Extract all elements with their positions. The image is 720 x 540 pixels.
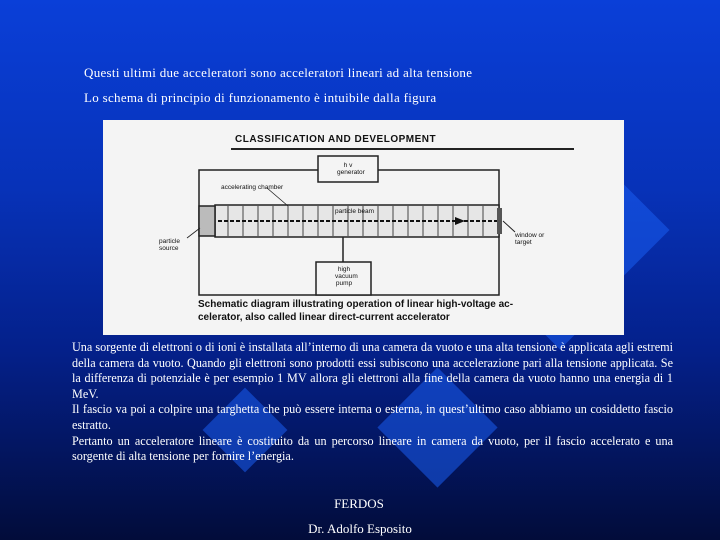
pump-label-line1: high (337, 266, 351, 273)
paragraph-3: Pertanto un acceleratore lineare è costituito da un percorso lineare in camera da vuoto, per il fascio accelerato e una sorgente di alta tensione per fornire l’energia. (72, 433, 673, 464)
hv-generator-label (337, 162, 365, 176)
footer-organization: FERDOS (334, 496, 384, 511)
window-label-line2: target (515, 239, 532, 246)
figure-caption (198, 298, 618, 324)
source-label-line2: source (159, 245, 179, 252)
caption-line-1: Schematic diagram illustrating operation of linear high-voltage ac- (198, 299, 514, 310)
particle-beam-label: particle beam (335, 208, 375, 215)
intro-line-2: Lo schema di principio di funzionamento è intuibile dalla figura (84, 90, 437, 105)
hv-label-line2: generator (337, 169, 365, 176)
accelerating-chamber-label: accelerating chamber (221, 184, 284, 191)
window-target (497, 208, 502, 234)
footer-author: Dr. Adolfo Esposito (308, 521, 412, 536)
source-label-line1: particle (159, 238, 180, 245)
paragraph-1: Una sorgente di elettroni o di ioni è installata all’interno di una camera da vuoto e una alta tensione è applicata agli estremi della camera da vuoto. Quando gli elettroni sono prodotti essi subiscono una accelerazione pari alla tensione applicata. Se la differenza di potenziale è per esempio 1 MV allora gli elettroni alla fine della camera da vuoto hanno una energia di 1 MeV. (72, 340, 673, 401)
window-target-label (515, 232, 544, 246)
pump-label-line3: pump (335, 280, 353, 287)
paragraph-2: Il fascio va poi a colpire una targhetta che può essere interna o esterna, in quest’ultimo caso abbiamo un cosiddetto fascio estratto. (72, 402, 673, 432)
intro-line-1: Questi ultimi due acceleratori sono acceleratori lineari ad alta tensione (84, 65, 473, 80)
particle-source-label (159, 238, 180, 252)
hv-label-line1: h v (343, 162, 353, 169)
caption-line-2: celerator, also called linear direct-current accelerator (198, 312, 450, 323)
window-label-line1: window or (515, 232, 545, 239)
pump-label-line2: vacuum (335, 273, 358, 280)
schematic-figure (103, 120, 624, 335)
body-text (72, 340, 673, 465)
vacuum-pump-label (335, 266, 358, 287)
figure-title: CLASSIFICATION AND DEVELOPMENT (235, 134, 437, 145)
particle-source-block (199, 206, 215, 236)
